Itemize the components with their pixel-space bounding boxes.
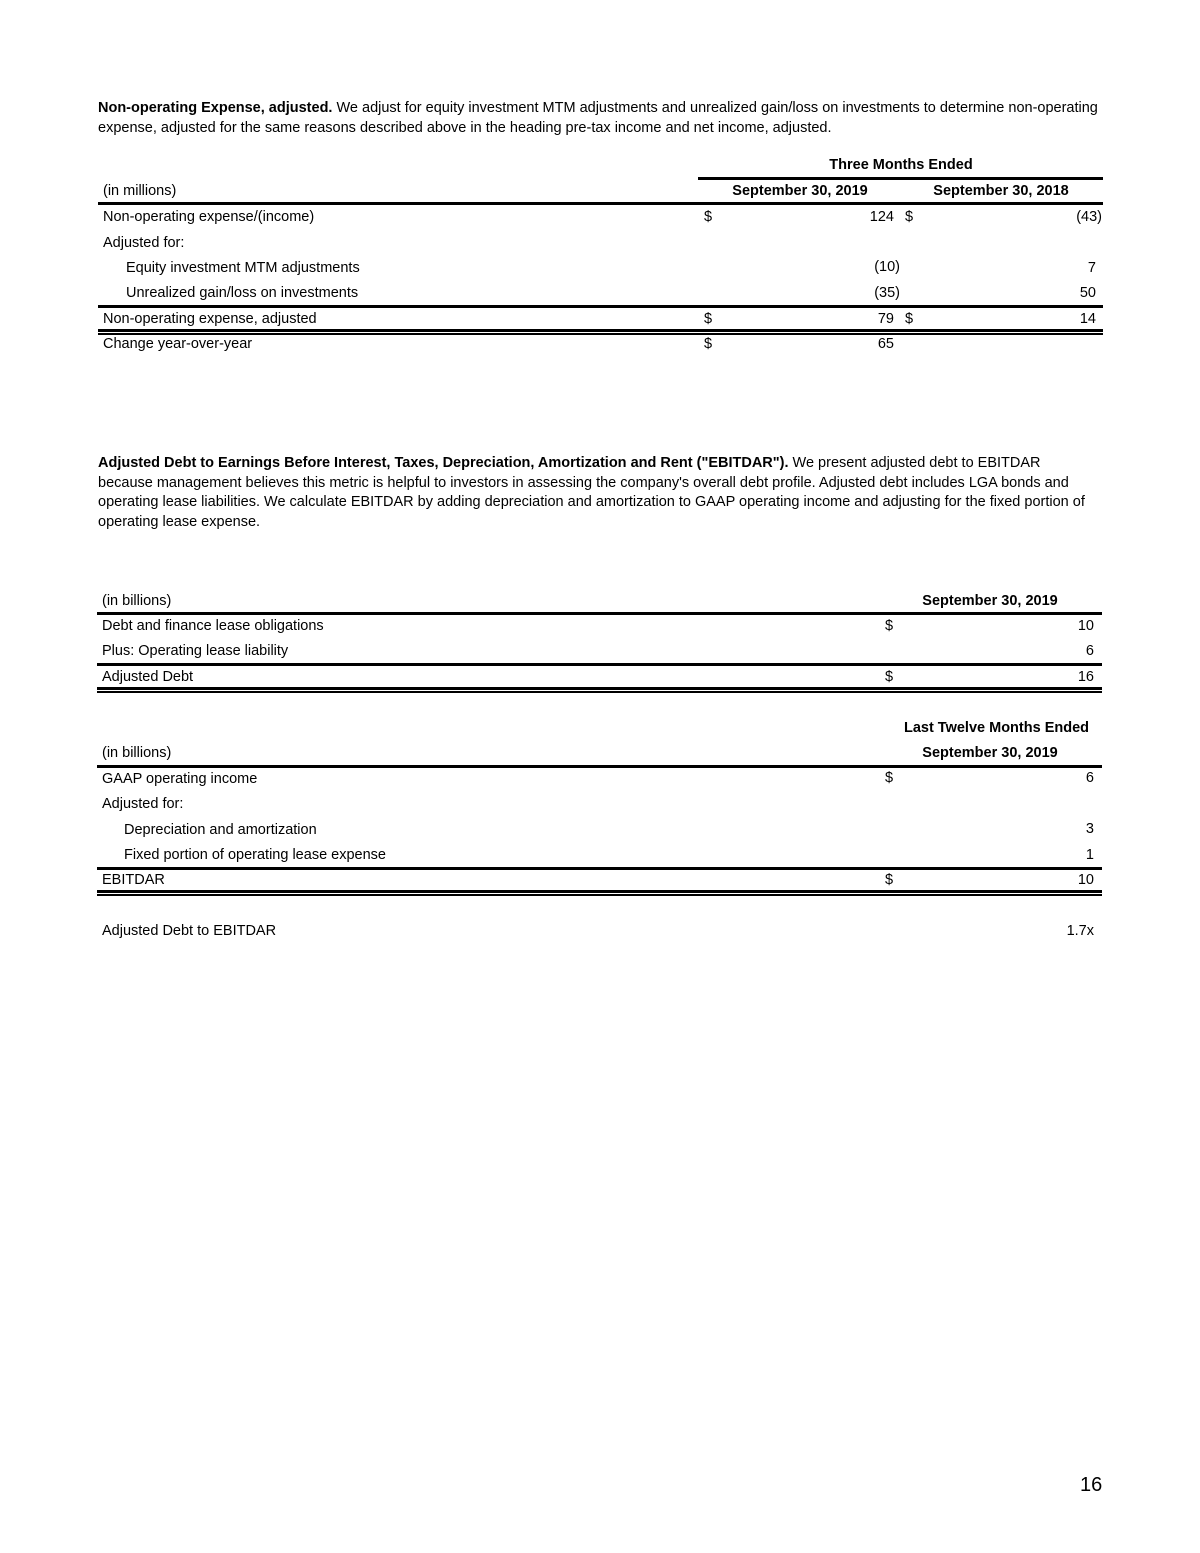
subtotal-rule: [98, 305, 1103, 308]
currency-sign: $: [885, 669, 894, 685]
row-label: Depreciation and amortization: [124, 822, 317, 838]
subtotal-rule: [97, 867, 1102, 870]
column-header: September 30, 2019: [922, 745, 1058, 761]
row-label: GAAP operating income: [102, 771, 258, 787]
currency-sign: $: [905, 209, 914, 225]
page-number: 16: [1080, 1474, 1103, 1496]
currency-sign: $: [885, 618, 894, 634]
value-2019: 65: [877, 336, 894, 352]
value-2018: 7: [1087, 260, 1096, 276]
unit-label: (in billions): [102, 593, 172, 609]
row-label: EBITDAR: [102, 872, 165, 888]
section2-body: We present adjusted debt to EBITDAR because management believes this metric is helpful to investors in assessing the company's overall debt profile. Adjusted debt includes LGA bonds and operating lease liabilities. We calculate EBITDAR by adding depreciation and amortization to GAAP operating income and adjusting for the fixed portion of operating lease expense.: [98, 455, 1085, 530]
currency-sign: $: [704, 336, 713, 352]
row-label: Non-operating expense, adjusted: [103, 311, 317, 327]
group-header: Three Months Ended: [829, 157, 973, 173]
ratio-label: Adjusted Debt to EBITDAR: [102, 923, 277, 939]
currency-sign: $: [905, 311, 914, 327]
section1-body: We adjust for equity investment MTM adjustments and unrealized gain/loss on investments to determine non-operating expense, adjusted for the same reasons described above in the heading pre-tax income and net income, adjusted.: [98, 100, 1098, 136]
column-header-2019: September 30, 2019: [732, 183, 868, 199]
value-2018: (43): [1076, 209, 1102, 225]
row-label: Adjusted for:: [102, 796, 184, 812]
group-header: Last Twelve Months Ended: [903, 720, 1089, 736]
total-double-rule-top: [97, 890, 1102, 893]
value-2019: 79: [877, 311, 894, 327]
value: 6: [1085, 643, 1094, 659]
currency-sign: $: [704, 311, 713, 327]
currency-sign: $: [885, 872, 894, 888]
total-double-rule-top: [98, 329, 1103, 332]
header-rule: [97, 765, 1102, 768]
row-label: Fixed portion of operating lease expense: [124, 847, 386, 863]
total-double-rule-top: [97, 687, 1102, 690]
row-label: Plus: Operating lease liability: [102, 643, 289, 659]
header-rule: [98, 202, 1103, 205]
row-label: Equity investment MTM adjustments: [126, 260, 360, 276]
total-double-rule-bottom: [97, 894, 1102, 896]
ratio-value: 1.7x: [1066, 923, 1094, 939]
total-double-rule-bottom: [97, 691, 1102, 693]
value-2018: 50: [1079, 285, 1096, 301]
value-2019: 124: [869, 209, 894, 225]
currency-sign: $: [704, 209, 713, 225]
value: 16: [1077, 669, 1094, 685]
unit-label: (in billions): [102, 745, 172, 761]
value: 3: [1085, 821, 1094, 837]
section1-paragraph: [98, 99, 1098, 138]
value: 6: [1085, 770, 1094, 786]
section2-heading: Adjusted Debt to Earnings Before Interest, Taxes, Depreciation, Amortization and Rent ("EBITDAR").: [98, 455, 789, 471]
header-rule: [97, 612, 1102, 615]
value: 1: [1085, 847, 1094, 863]
value-2018: 14: [1079, 311, 1096, 327]
column-header-2018: September 30, 2018: [933, 183, 1069, 199]
total-double-rule-bottom: [98, 333, 1103, 335]
section2-paragraph: [98, 454, 1098, 532]
value-2019: (10): [874, 259, 900, 275]
row-label: Unrealized gain/loss on investments: [126, 285, 359, 301]
unit-label: (in millions): [103, 183, 177, 199]
column-header: September 30, 2019: [922, 593, 1058, 609]
group-header-rule: [698, 177, 1103, 180]
section1-heading: Non-operating Expense, adjusted.: [98, 100, 333, 116]
currency-sign: $: [885, 770, 894, 786]
value: 10: [1077, 872, 1094, 888]
row-label: Non-operating expense/(income): [103, 209, 315, 225]
row-label: Debt and finance lease obligations: [102, 618, 324, 634]
subtotal-rule: [97, 663, 1102, 666]
value-2019: (35): [874, 285, 900, 301]
row-label: Adjusted for:: [103, 235, 185, 251]
row-label: Adjusted Debt: [102, 669, 194, 685]
value: 10: [1077, 618, 1094, 634]
row-label: Change year-over-year: [103, 336, 253, 352]
